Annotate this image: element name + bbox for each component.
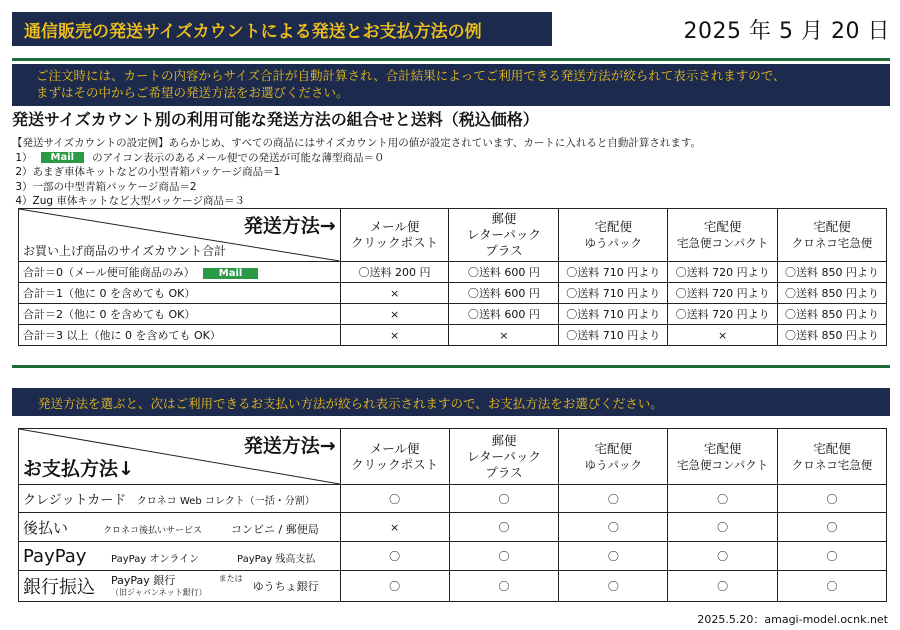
column-header: 宅配便 ゆうパック [559,429,668,485]
column-header: 宅配便 クロネコ宅急便 [778,209,887,262]
divider [12,58,890,61]
table-row: 合計＝0（メール便可能商品のみ） Mail 〇送料 200 円 〇送料 600 円 〇送料 710 円より 〇送料 720 円より 〇送料 850 円より [19,262,887,283]
column-header: メール便 クリックポスト [340,429,449,485]
notice-banner [12,64,890,106]
column-header: 宅配便 宅急便コンパクト [668,429,778,485]
table-corner-header: 発送方法→ お買い上げ商品のサイズカウント合計 [19,209,341,262]
page-title: 通信販売の発送サイズカウントによる発送とお支払方法の例 [24,21,482,42]
column-header: 郵便 レターパック プラス [449,209,559,262]
footer-credit: 2025.5.20：amagi-model.ocnk.net [697,613,888,626]
table-row: 合計＝2（他に 0 を含めても OK） × 〇送料 600 円 〇送料 710 円より 〇送料 720 円より 〇送料 850 円より [19,304,887,325]
document-date: 2025 年 5 月 20 日 [683,19,890,44]
mail-badge-icon: Mail [203,268,259,279]
notice-line-2: まずはその中からご希望の発送方法をお選びください。 [36,85,349,100]
table-row: 合計＝3 以上（他に 0 を含めても OK） × × 〇送料 710 円より × 〇送料 850 円より [19,325,887,346]
payment-method-table [18,428,887,602]
mail-badge-icon: Mail [41,152,85,163]
notice-banner [12,388,890,416]
table-row: 銀行振込 PayPay 銀行 （旧ジャパンネット銀行）$^{または}$ゆうちょ銀行 〇 〇 〇 〇 〇 [19,571,887,602]
list-item: 1） Mail のアイコン表示のあるメール便での発送が可能な薄型商品＝０ [15,151,385,164]
column-header: 宅配便 クロネコ宅急便 [778,429,887,485]
column-header: 宅配便 宅急便コンパクト [668,209,778,262]
notice-line-1: ご注文時には、カートの内容からサイズ合計が自動計算され、合計結果によってご利用できる発送方法が絞られて表示されますので、 [36,68,786,83]
table-row: クレジットカード クロネコ Web コレクト（一括・分割） 〇 〇 〇 〇 〇 [19,485,887,513]
table-corner-header: 発送方法→ お支払方法↓ [19,429,341,485]
column-header: 郵便 レターパック プラス [449,429,559,485]
table-row: PayPay PayPay オンライン PayPay 残高支払 〇 〇 〇 〇 〇 [19,542,887,571]
list-item: 3）一部の中型青箱パッケージ商品＝2 [15,180,197,193]
shipping-fee-table [18,208,887,346]
title-banner [12,12,552,46]
table-row: 後払い クロネコ後払いサービス コンビニ / 郵便局 × 〇 〇 〇 〇 [19,513,887,542]
list-item: 2）あまぎ車体キットなどの小型青箱パッケージ商品＝1 [15,166,281,178]
column-header: メール便 クリックポスト [340,209,449,262]
table-row: 合計＝1（他に 0 を含めても OK） × 〇送料 600 円 〇送料 710 円より 〇送料 720 円より 〇送料 850 円より [19,283,887,304]
divider [12,365,890,368]
description-text: 【発送サイズカウントの設定例】あらかじめ、すべての商品にはサイズカウント用の値が設定されています、カートに入れると自動計算されます。 [12,137,702,149]
size-count-description [12,136,701,209]
notice-text: 発送方法を選ぶと、次はご利用できるお支払い方法が絞られ表示されますので、お支払方法をお選びください。 [38,396,663,411]
list-item: 4）Zug 車体キットなど大型パッケージ商品＝３ [15,195,245,207]
section-heading: 発送サイズカウント別の利用可能な発送方法の組合せと送料（税込価格） [12,110,539,129]
column-header: 宅配便 ゆうパック [559,209,668,262]
